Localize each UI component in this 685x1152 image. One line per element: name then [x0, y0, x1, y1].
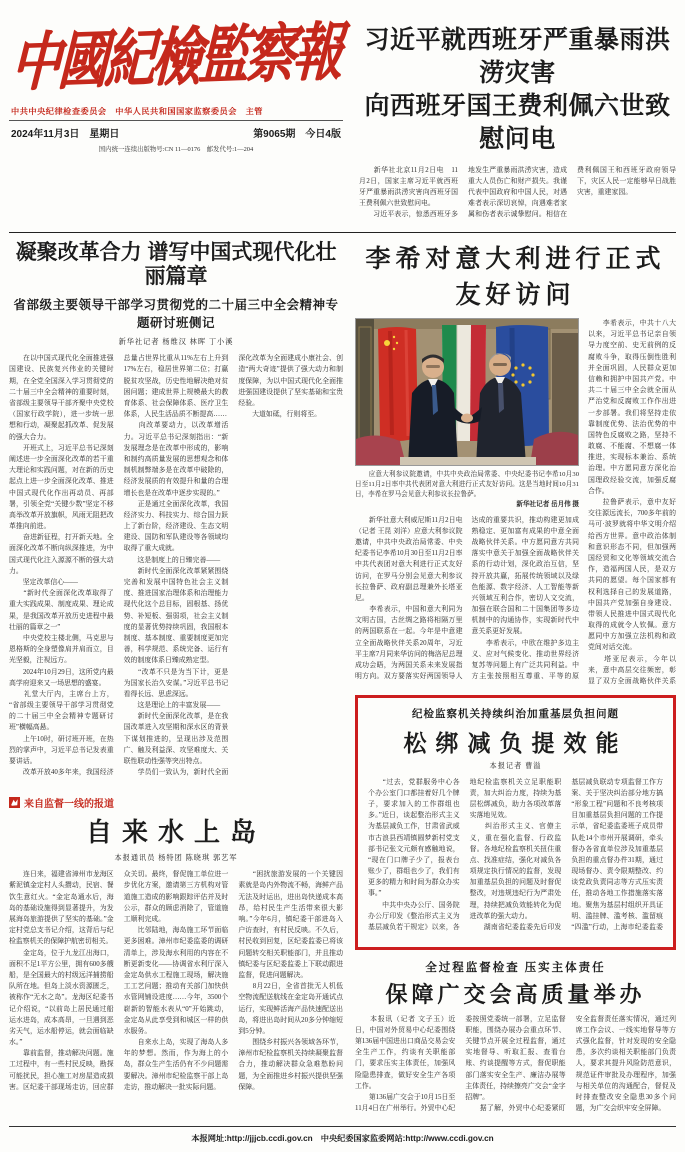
condolence-headline-line2: 向西班牙国王费利佩六世致慰问电 — [364, 93, 671, 153]
water-headline: 自来水上岛 — [85, 818, 266, 848]
main-columns — [9, 239, 676, 1118]
lixi-body-right: 李希表示，中共十八大以来，习近平总书记亲自领导力度空前、史无前例的反腐败斗争，取得压倒性胜利并全面巩固，人民群众更加信赖和拥护中国共产党。中共二十届三中全会就全面从严治党和反腐败工作作出进一步部署。我们将坚持走依靠制度优势、法治优势的中国特色反腐败之路，坚持不敢腐、不能腐、不想腐一体推进，实现标本兼治、系统治理。中方愿同意方深化治国理政经验交流，加强反腐合作。 拉鲁萨表示，意中友好交往源远流长，700多年前的马可·波罗就将中华文明介绍给西方世界。意中政治体制和意识形态不同，但加强两国经贸和文化等领域交流合作，造福两国人民，是双方共同的愿望。每个国家都有权利选择自己的发展道路，中国共产党加强自身建设、带领人民推进中国式现代化取得的成就令人钦佩。意方愿同中方加强立法机构和政党间对话交流。 塔亚尼表示，今年以来，意中高层交往频密，彰显了双方全面战略伙伴关系 — [588, 320, 676, 684]
left-column — [9, 239, 343, 1118]
canton-kicker: 全过程监督检查 压实主体责任 — [425, 961, 606, 974]
photo-credit: 新华社记者 岳月伟 摄 — [516, 500, 579, 508]
water-body: 连日来，福建省漳州市龙海区紫泥镇金定村人头攒动，民宿、餐饮生意红火。“金定岛通水后，海岛的基础设施得到显著提升，为发展海岛旅游提供了坚实的基础。”金定村党总支书记介绍，这背后与纪检监察机关的保障护航密切相关。 金定岛，位于九龙江出海口，面积不足1平方公里，拥有600多艘船，是全国最大的村级远洋捕捞船队所在地。但岛上淡水资源匮乏，被称作“无水之岛”。龙海区纪委书记介绍说，“以前岛上居民通过船运水进岛，成本高昂，一旦遇到恶劣天气，运水船停运，就会面临缺水。” 靠前监督，推动解决问题。施工过程中，有一些村民反映，勘探可能扰民，担心施工对房屋造成损害。区纪委干部现场走访，回应群众关切。最终，督促施工单位进一步优化方案，邀请第三方机构对管道施工造成的影响跟踪评估并及时公示，群众的顾虑消除了，管道施工顺利完成。 比邻陆地，海岛施工环节面临更多困难。漳州市纪委监委的调研清单上，涉及海水利用的内容在不断更新变化——协调省水利厅深入金定岛供水工程施工现场，解决施工工艺问题；推动有关部门加快供水管网铺设进度……今年，3500个崭新的智能水表从“0”开始跳动，金定岛从此享受到和城区一样的供水服务。 自来水上岛，实现了海岛人多年的梦想。然而，作为海上的小岛，群众生产生活仍有不少问题需要解决。漳州市纪检监察干部上岛走访，推动解决一批实际问题。 “困扰旅游发展的一个关键因素就是岛内外物流不畅，海鲜产品无法及时运出，进出岛快递成本高昂，给村民生产生活带来很大影响。”今年6月，镇纪委干部进岛入户访查时，有村民反映。不久后，村民收到回复，区纪委监委已将该问题转交相关职能部门，并且推动镇纪委与区纪委监委上下联动跟进监督，促进问题解决。 8月22日，全省首批无人机低空物流配送航线在金定岛开通试点运行，实现鲜活海产品快速配送出岛，将进出岛时间从20多分钟缩短到5分钟。 围绕乡村振兴各领域各环节，漳州市纪检监察机关持续凝聚监督合力，推动解决群众急难愁盼问题，为全面推进乡村振兴提供坚强保障。 — [9, 871, 343, 1091]
reform-subhead: 省部级主要领导干部学习贯彻党的二十届三中全会精神专题研讨班侧记 — [13, 298, 339, 331]
lixi-body-left: 新华社意大利威尼斯11月2日电（记者 王昆 刘洋）应意大利参议院邀请，中共中央政治局常委、中央纪委书记李希10月30日至11月2日率中共代表团对意大利进行正式友好访问，在罗马分别会见意大利参议长拉鲁萨、政府副总理兼外长塔亚尼。 李希表示，中国和意大利同为文明古国，古丝绸之路将相隔万里的两国联系在一起。今年是中意建立全面战略伙伴关系20周年，习近平主席7月同来华访问的梅洛尼总理成功会晤，为两国关系未来发展指明方向。双方要落实好两国领导人达成的重要共识，推动构建更加成熟稳定、更加富有成果的中意全面战略伙伴关系。中方愿同意方共同落实中意关于加强全面战略伙伴关系的行动计划，深化政治互信，坚持开放共赢，拓展传统领域以及绿色能源、数字经济、人工智能等新兴领域互利合作，密切人文交流，加强在联合国和二十国集团等多边机制中的沟通协作，实现新时代中意关系更好发展。 李希表示，中欧在维护多边主义、应对气候变化、推动世界经济复苏等问题上有广泛共同利益。中方主张按照相互尊重、平等的原 — [355, 516, 579, 681]
redbox-kicker: 纪检监察机关持续纠治加重基层负担问题 — [412, 708, 619, 720]
supervisor-line: 中共中央纪律检查委员会 中华人民共和国国家监察委员会 主管 — [11, 107, 263, 116]
condolence-article — [343, 10, 676, 225]
lixi-photo — [355, 318, 579, 466]
redbox-body: “过去，党群服务中心各个办公室门口都挂着好几个牌子，要求加入的工作群组也多。”近日，谈起整治形式主义为基层减负工作，甘肃省武威市古浪县西靖镇圆梦新村党支部书记张文元颇有感触地说，“现在门口牌子少了，报表台账少了，群组也少了，我们有更多的精力和时间为群众办实事。” 中共中央办公厅、国务院办公厅印发《整治形式主义为基层减负若干规定》以来，各地纪检监察机关立足职能职责，加大纠治力度，持续为基层松绑减负，助力各项改革落实落地见效。 纠治形式主义、官僚主义，重在强化监督、行政监督。各地纪检监察机关扭住重点、找准症结，强化对减负各项规定执行情况的监督，发现加重基层负担的问题及时督促整改，对违规违纪行为严肃处理，持续把减负效能转化为促进改革的强大动力。 湖南省纪委监委先后印发基层减负联动专项监督工作方案、关于坚决纠治部分地方搞“形象工程”问题和不良考核项目加重基层负担问题的工作提示单，省纪委监委班子成员带队赴14个市州开展调研，牵头督办各省直单位涉及加重基层负担的重点督办件31期，通过现场督办、责令限期整改、约谈党政负责同志等方式压实责任，推动各地工作措施落实落地。聚焦为基层村组织开具证明、滥挂牌、滥考核、滥留痕“四滥”行动，上海市纪委监委 — [368, 778, 663, 931]
canton-headline: 保障广交会高质量举办 — [385, 981, 646, 1007]
reform-byline: 新华社记者 杨维汉 林晖 丁小溪 — [118, 338, 234, 347]
reduce-burden-article — [355, 695, 676, 950]
redbox-headline: 松绑减负提效能 — [403, 730, 628, 756]
lixi-article — [355, 239, 676, 687]
water-kicker: 来自监督一线的报道 — [24, 799, 114, 811]
redbox-byline: 本报记者 曹溢 — [489, 761, 542, 770]
photo-caption — [355, 470, 579, 510]
condolence-body: 新华社北京11月2日电 11月2日，国家主席习近平就西班牙严重暴雨洪涝灾害向西班牙国王费利佩六世致慰问电。 习近平表示，惊悉西班牙多地发生严重暴雨洪涝灾害，造成重大人员伤亡和财产损失。我谨代表中国政府和中国人民，对遇难者表示深切哀悼，向遇难者家属和伤者表示诚挚慰问。相信在费利佩国王和西班牙政府领导下，灾区人民一定能够早日战胜灾害，重建家园。 — [359, 167, 676, 219]
masthead-left — [9, 10, 343, 225]
water-article — [9, 795, 343, 1093]
publication-date: 2024年11月3日 星期日 — [11, 129, 120, 140]
page-footer — [9, 1126, 676, 1152]
divider — [9, 232, 676, 233]
lixi-main — [355, 318, 676, 687]
handshake-photo-illustration — [356, 319, 578, 465]
canton-fair-article — [355, 959, 676, 1118]
canton-body: 本报讯（记者 文子玉）近日，中国对外贸易中心纪委围绕第136届中国进出口商品交易会安全生产工作，约谈有关职能部门，要求压实主体责任，加强风险隐患排查，做好安全生产各项工作。 第136届广交会于10月15日至11月4日在广州举行。外贸中心纪委按照党委统一部署，立足监督职能，围绕办展办会重点环节、关键节点开展全过程监督，通过实地督导、听取汇报、查看台账、约谈提醒等方式，督促职能部门落实安全生产、廉洁办展等主体责任，持续擦亮广交会“金字招牌”。 据了解，外贸中心纪委紧盯安全监督责任落实情况，通过列席工作会议、一线实地督导等方式强化监督，针对发现的安全隐患，多次约谈相关职能部门负责人，要求其提升风险防范意识，规范证件审批及办理程序，加强与相关单位的沟通配合，督促及时排查整改安全隐患30多个问题，为广交会织牢安全屏障。 — [355, 1015, 676, 1113]
masthead — [9, 10, 676, 225]
publication-code: 国内统一连续出版物号:CN 11—0176 邮发代号:1—204 — [98, 146, 254, 153]
reform-body: 在以中国式现代化全面推进强国建设、民族复兴伟业的关键时期，在全党全国深入学习贯彻党的二十届三中全会精神的重要时刻，省部级主要领导干部齐聚中央党校（国家行政学院），进一步统一思想和行动，凝聚起抓改革、促发展的强大合力。 开班式上，习近平总书记深刻阐述进一步全面深化改革的若干重大理论和实践问题，对在新的历史起点上进一步全面深化改革、推进中国式现代化作出再动员、再部署，引领全党“关键少数”坚定不移高举改革开放旗帜，风雨无阻把改革推向前进。 奋进新征程，打开新天地。全面深化改革不断向纵深推进，为中国式现代化注入源源不断的强大动力。 坚定改革信心—— “新时代全面深化改革取得了重大实践成果、制度成果、理论成果，是我国改革开放历史进程中最壮丽的篇章之一” 中央党校主楼北侧，马克思与恩格斯的全身塑像肩并肩而立，目光坚毅，注视远方。 2024年10月29日，这所党内最高学府迎来又一场思想的盛宴。 礼堂大厅内，主席台上方，“省部级主要领导干部学习贯彻党的二十届三中全会精神专题研讨班”横幅高悬。 上午10时，研讨班开班，在热烈的掌声中，习近平总书记发表重要讲话。 改革开放40多年来，我国经济总量占世界比重从11%左右上升到17%左右，稳居世界第二位；打赢脱贫攻坚战，历史性地解决绝对贫困问题；建成世界上规模最大的教育体系、社会保障体系、医疗卫生体系，人民生活品质不断提高…… 向改革要动力，以改革增活力。习近平总书记深刻指出：“新发展理念是在改革中形成的，影响和制约高质量发展的思想观念和体制机制弊端多是在改革中破除的，经济发展质的有效提升和量的合理增长也是在改革中逐步实现的。” 正是通过全面深化改革，我国经济实力、科技实力、综合国力跃上了新台阶，经济建设、生态文明建设、国防和军队建设等各领域均取得了重大成就。 这是制度上的日臻完善—— 新时代全面深化改革紧紧围绕完善和发展中国特色社会主义制度、推进国家治理体系和治理能力现代化这个总目标，固根基、扬优势、补短板、强弱项，社会主义制度的显著优势持续巩固，我国根本制度、基本制度、重要制度更加完善，科学规范、系统完备、运行有效的制度体系日臻成熟定型。 “改革不只是为当下计，更是为国家长治久安谋。”习近平总书记看得长远、思虑深远。 这是理论上的丰富发展—— 新时代全面深化改革，是在我国改革进入攻坚期和深水区的背景下谋划推进的，呈现出涉及范围广、触及利益深、攻坚难度大、关联性联动性强等突出特点。 学员们一致认为，新时代全面深化改革为全面建成小康社会、创造“两大奇迹”提供了强大动力和制度保障，为以中国式现代化全面推进强国建设提供了坚实基础和宝贵经验。 大道如砥，行则将至。 — [9, 355, 343, 777]
photo-caption-text: 应意大利参议院邀请，中共中央政治局常委、中央纪委书记李希10月30日至11月2日率中共代表团对意大利进行正式友好访问。这是当地时间10月31日，李希在罗马会见意大利参议长拉鲁萨。 — [355, 471, 579, 498]
right-column — [355, 239, 676, 1118]
water-byline: 本报通讯员 杨特团 陈晓琪 郭艺军 — [114, 854, 238, 863]
lixi-left-block — [355, 318, 579, 687]
footer-urls: 本报网址:http://jjjcb.ccdi.gov.cn 中央纪委国家监委网站:http://www.ccdi.gov.cn — [191, 1133, 494, 1143]
reform-headline: 凝聚改革合力 谱写中国式现代化壮丽篇章 — [15, 241, 337, 289]
condolence-headline-line1: 习近平就西班牙严重暴雨洪涝灾害 — [364, 27, 671, 87]
divider — [9, 120, 343, 121]
date-row — [11, 125, 341, 140]
column-flag-icon — [9, 797, 20, 808]
reform-article — [9, 241, 343, 787]
lixi-headline: 李希对意大利进行正式友好访问 — [365, 246, 666, 309]
paper-title: 中國紀檢監察報 — [9, 13, 342, 100]
condolence-headline — [359, 24, 676, 156]
water-kicker-row — [9, 795, 343, 810]
issue-number: 第9065期 今日4版 — [253, 129, 341, 140]
